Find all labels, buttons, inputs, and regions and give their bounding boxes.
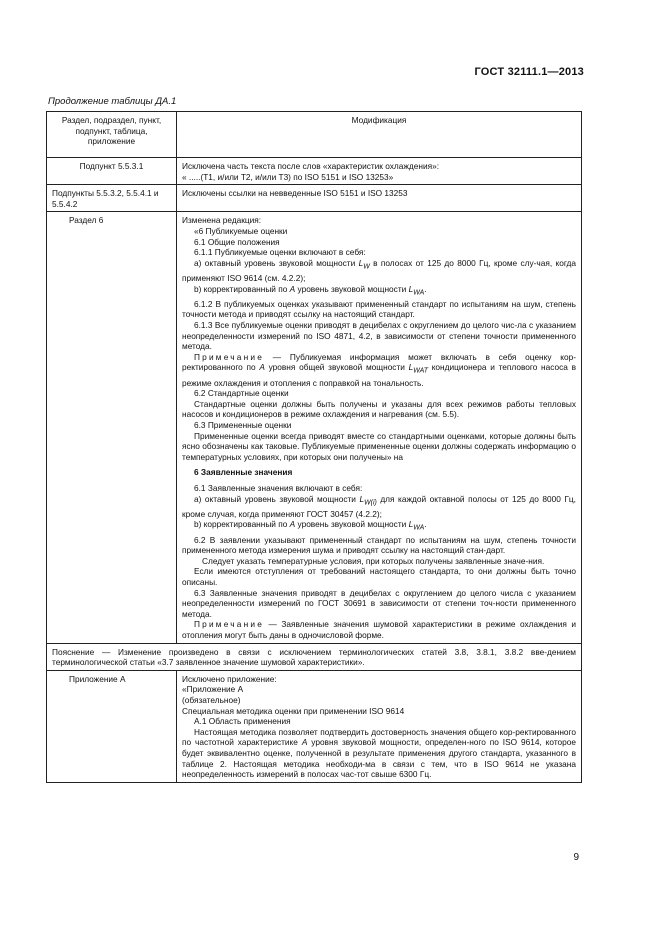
note-line: Примечание — Заявленные значения шумовой характеристики в режиме охлаждения и отопления могут быть даны в одночисловой форме.: [182, 619, 576, 641]
text-line: Стандартные оценки должны быть получены и указаны для всех режимов работы тепловых насосов и кондиционеров в режиме охлаждения и нагревания (см. 5.5).: [182, 398, 576, 420]
row-section: Подпункт 5.5.3.1: [47, 158, 177, 185]
text-line: «Приложение А: [182, 684, 244, 695]
text-line: 6.3 Примененные оценки: [194, 420, 292, 431]
text-line: а) октавный уровень звуковой мощности $L_W$ в полосах от 125 до 8000 Гц, кроме слу-чая, когда применяют ISO 9614 (см. 4.2.2);: [182, 257, 576, 283]
note-line: Примечание — Публикуемая информация может включать в себя оценку кор-ректированного по A уровня общей звуковой мощности $L_{WAT}$ кондиционера и теплового насоса в режиме охлаждения и отопления с поправкой на тональность.: [182, 351, 576, 388]
subheading: 6 Заявленные значения: [194, 467, 293, 478]
text-line: Специальная методика оценки при применении ISO 9614: [182, 705, 405, 716]
row-section: Подпункты 5.5.3.2, 5.5.4.1 и 5.5.4.2: [47, 185, 177, 212]
text-line: Исключено приложение:: [182, 673, 277, 684]
text-line: 6.3 Заявленные значения приводят в децибелах с округлением до целого числа с указанием неопределенности измерений по ГОСТ 30691 в зависимости от степени точ-ности примененного метода.: [182, 587, 576, 619]
text-line: А.1 Область применения: [194, 716, 291, 727]
text-line: а) октавный уровень звуковой мощности $L_{W(i)}$ для каждой октавной полосы от 125 до 8000 Гц, кроме случая, когда применяют ГОСТ 30457 (4.2.2);: [182, 493, 576, 519]
row-modification: [177, 185, 582, 212]
column-header-modification: Модификация: [177, 112, 582, 158]
table-row: [47, 185, 582, 212]
text-line: 6.1.1 Публикуемые оценки включают в себя:: [194, 247, 366, 258]
text-line: 6.1 Общие положения: [194, 236, 280, 247]
table-note-row: [47, 643, 582, 670]
table-caption: Продолжение таблицы ДА.1: [48, 96, 177, 107]
text-line: Примененные оценки всегда приводят вместе со стандартными оценками, которые должны быть ясно обозначены как таковые. Публикуемые примененные оценки должны содержать информацию о температурных условиях, при которых они получены» на: [182, 430, 576, 462]
text-line: (обязательное): [182, 695, 241, 705]
modification-table: [46, 111, 582, 783]
table-row: [47, 212, 582, 643]
explanation-note: Пояснение — Изменение произведено в связи с исключением терминологических статей 3.8, 3.8.1, 3.8.2 вве-дением терминологической статьи «3.7 заявленное значение шумовой характеристики».: [47, 643, 582, 670]
text-line: Если имеются отступления от требований настоящего стандарта, то они должны быть точно описаны.: [182, 566, 576, 588]
table-row: [47, 670, 582, 782]
table-row: [47, 158, 582, 185]
text-line: b) корректированный по A уровень звуковой мощности $L_{WA}$.: [194, 283, 427, 297]
text-line: «6 Публикуемые оценки: [194, 225, 288, 236]
text-line: 6.2 В заявлении указывают примененный стандарт по испытаниям на шум, степень точности примененного метода измерения шума и приводят ссылку на настоящий стан-дарт.: [182, 534, 576, 556]
text-line: 6.1.2 В публикуемых оценках указывают примененный стандарт по испытаниям на шум, степень точности метода и приводят ссылку на настоящий стандарт.: [182, 298, 576, 320]
page-number: 9: [573, 852, 579, 863]
table-header-row: [47, 112, 582, 158]
row-modification: [177, 158, 582, 185]
text-line: Исключены ссылки на невведенные ISO 5151 и ISO 13253: [182, 188, 408, 199]
row-modification: [177, 670, 582, 782]
text-line: 6.1 Заявленные значения включают в себя:: [194, 483, 363, 493]
text-line: b) корректированный по A уровень звуковой мощности $L_{WA}$.: [194, 519, 427, 533]
row-section: Приложение А: [47, 670, 177, 782]
text-line: 6.2 Стандартные оценки: [194, 388, 289, 399]
text-line: Настоящая методика позволяет подтвердить достоверность значения общего кор-ректированного по частотной характеристике A уровня звуковой мощности, определен-ного по ISO 9614, которое будет эквивалентно оценке, полученной в результате применения другого стандарта, указанного в таблице 2. Настоящая методика необходи-ма в связи с тем, что в ISO 9614 не указана неопределенность измерений в полосах час-тот свыше 6300 Гц.: [182, 726, 576, 780]
text-line: Следует указать температурные условия, при которых получены заявленные значе-ния.: [202, 555, 545, 566]
row-modification: [177, 212, 582, 643]
row-section: Раздел 6: [47, 212, 177, 643]
text-line: 6.1.3 Все публикуемые оценки приводят в децибелах с округлением до целого чис-ла с указанием неопределенности измерений по ISO 4871, 4.2, в зависимости от степени точности примененного метода.: [182, 320, 576, 352]
text-line: « .....(Т1, и/или Т2, и/или Т3) по ISO 5151 и ISO 13253»: [182, 171, 394, 182]
text-line: Исключена часть текста после слов «характеристик охлаждения»:: [182, 161, 439, 171]
standard-designation: ГОСТ 32111.1—2013: [474, 66, 584, 78]
column-header-section: Раздел, подраздел, пункт, подпункт, таблица, приложение: [47, 112, 177, 158]
text-line: Изменена редакция:: [182, 215, 262, 226]
